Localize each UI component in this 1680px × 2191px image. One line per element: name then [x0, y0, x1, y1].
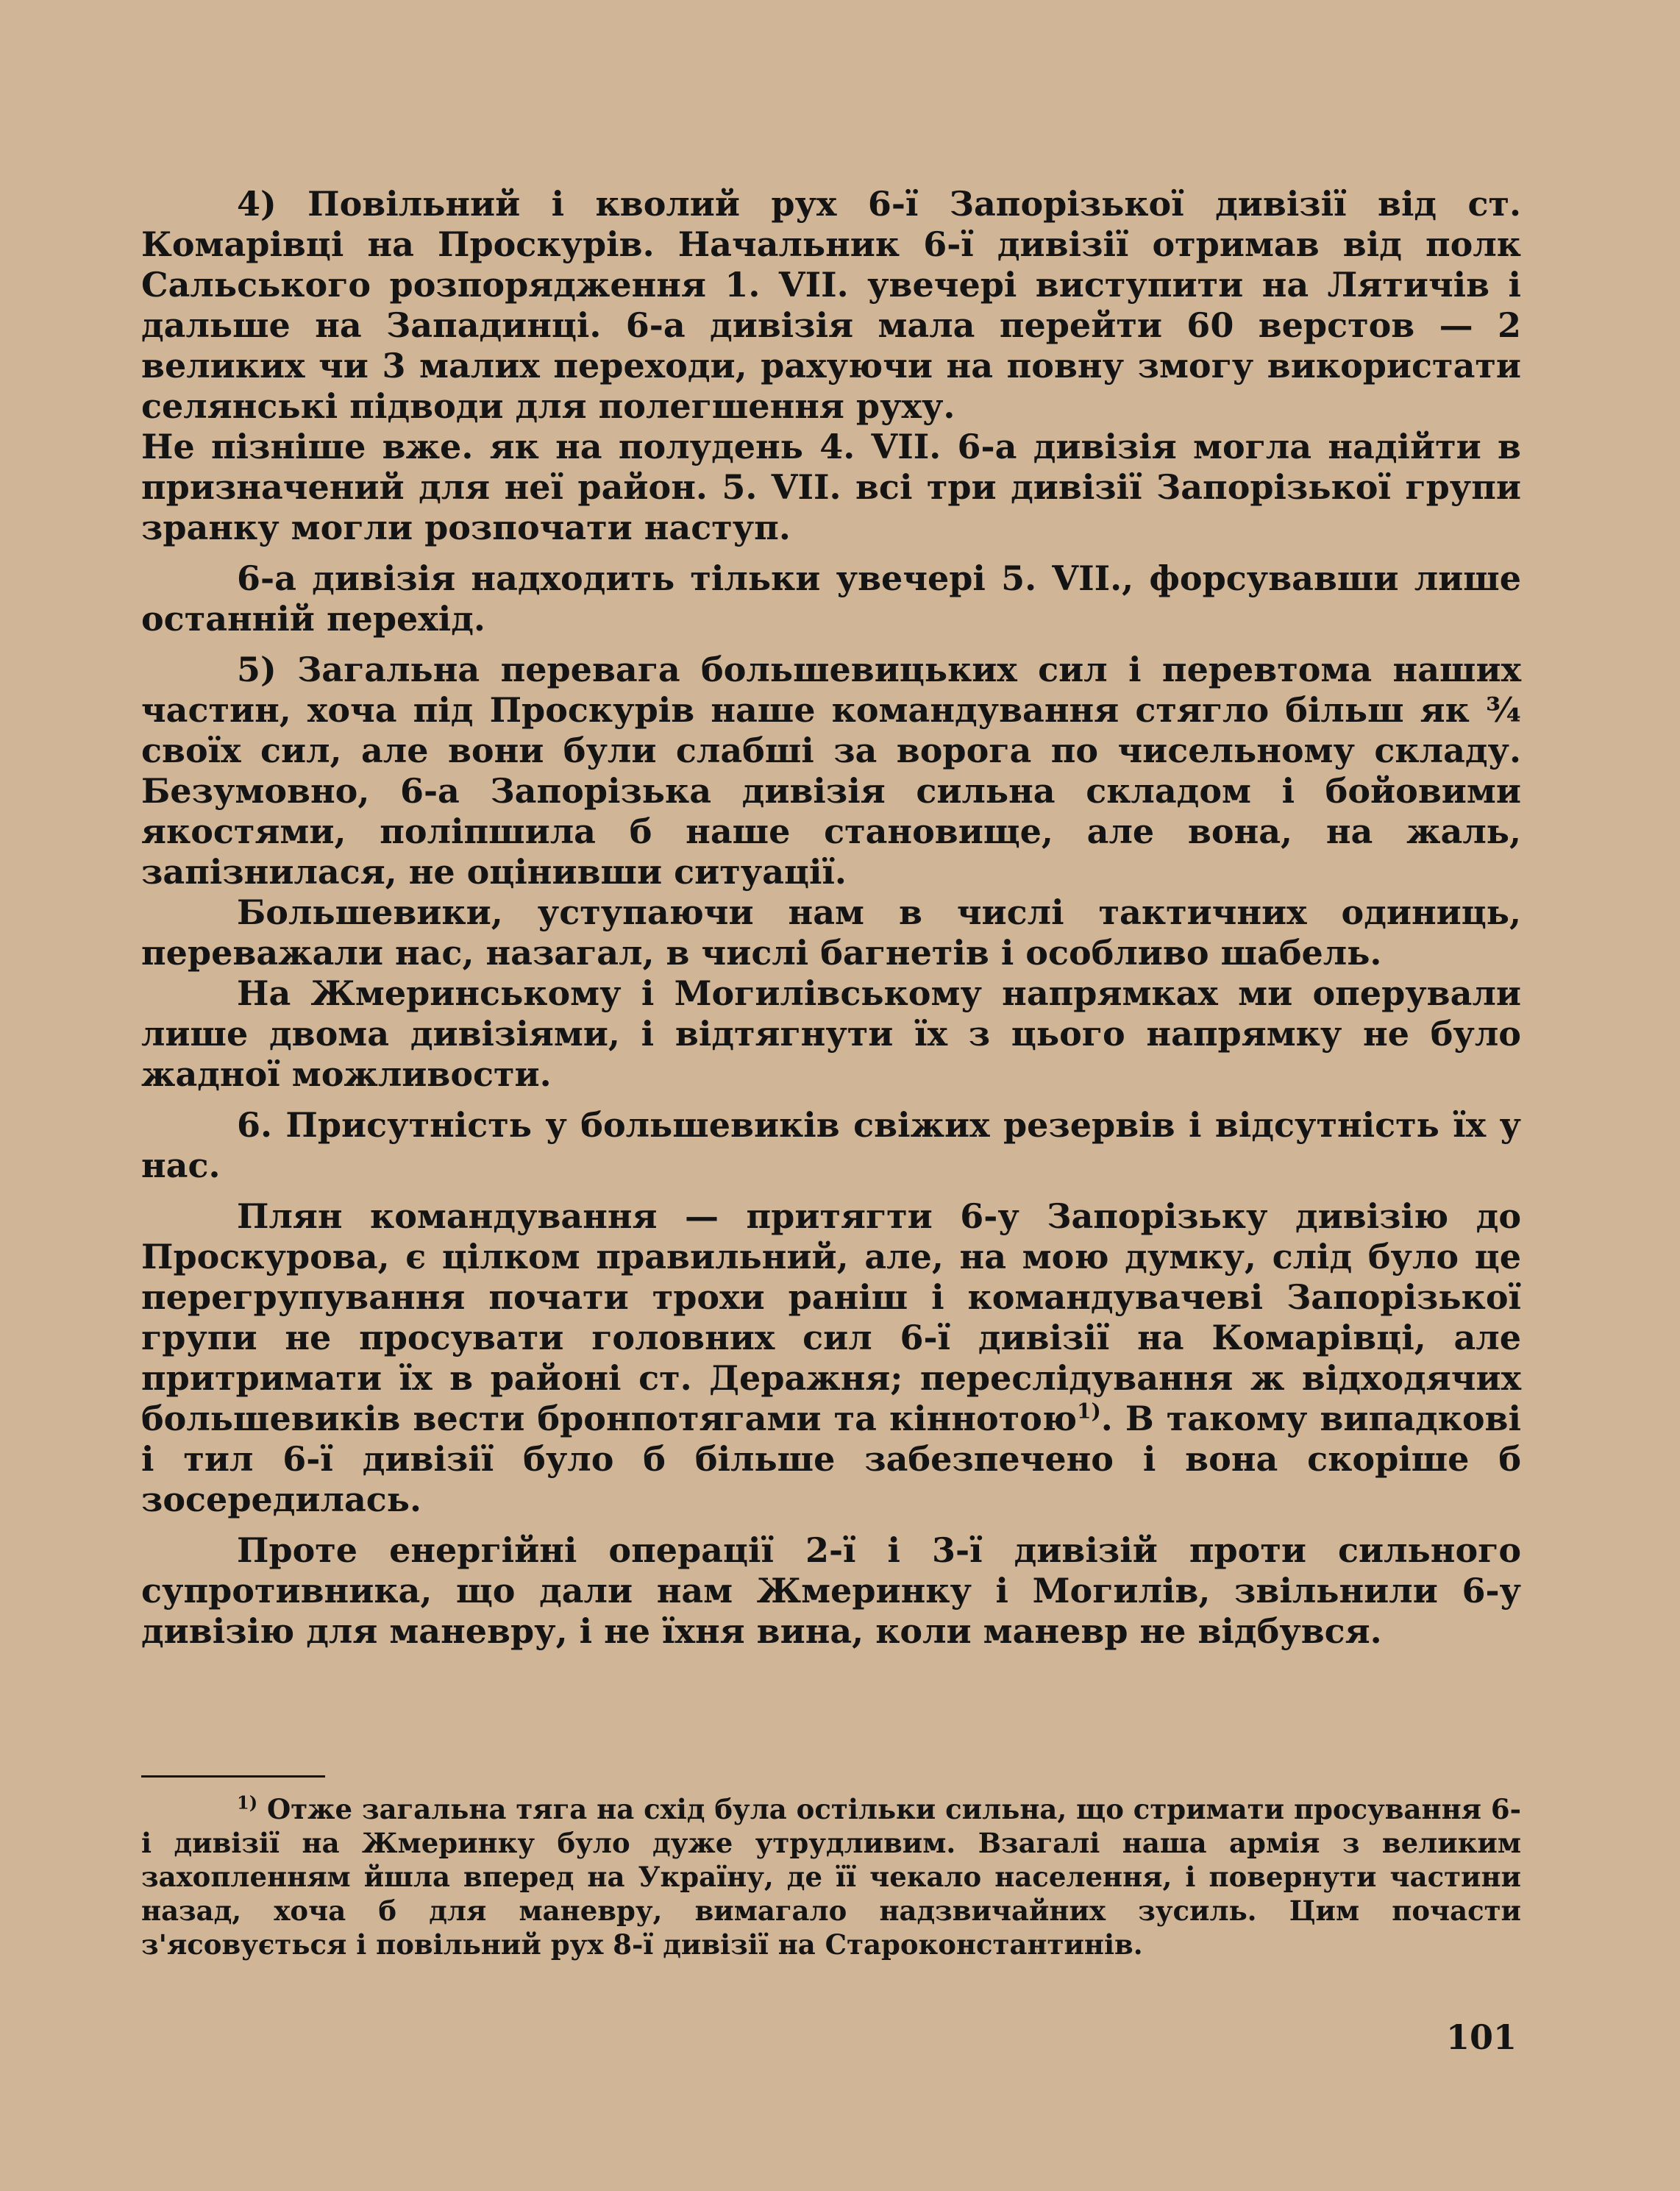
- page: [141, 184, 1521, 1961]
- paragraph-5: Большевики, уступаючи нам в числі тактичних одиниць, переважали нас, назагал, в числі багнетів і особливо шабель.: [141, 892, 1521, 973]
- paragraph-9: Проте енергійні операції 2-ї і 3-ї дивізій проти сильного супротивника, що дали нам Жмеринку і Могилів, звільнили 6-у дивізію для маневру, і не їхня вина, коли маневр не відбувся.: [141, 1530, 1521, 1651]
- paragraph-8-text: Плян командування — притягти 6-у Запорізьку дивізію до Проскурова, є цілком правильний, але, на мою думку, слід було це перегрупування почати трохи раніш і командувачеві Запорізької групи не просувати головних сил 6-ї дивізії на Комарівці, але притримати їх в районі ст. Деражня; переслідування ж відходячих большевиків вести бронпотягами та кінното: [141, 1196, 1521, 1438]
- footnote-reference: 1): [1077, 1399, 1101, 1424]
- footnote-marker: 1): [237, 1791, 258, 1814]
- paragraph-3: 6-а дивізія надходить тільки увечері 5. VII., форсувавши лише останній перехід.: [141, 558, 1521, 639]
- footnote-divider: [141, 1775, 325, 1778]
- paragraph-8-tail-start: ю: [1042, 1399, 1078, 1438]
- paragraph-6: На Жмеринському і Могилівському напрямках ми оперували лише двома дивізіями, і відтягнути їх з цього напрямку не було жадної можливости.: [141, 973, 1521, 1094]
- main-text: [141, 184, 1521, 1652]
- paragraph-1: 4) Повільний і кволий рух 6-ї Запорізької дивізії від ст. Комарівці на Проскурів. Начальник 6-ї дивізії отримав від полк Сальського розпорядження 1. VII. увечері виступити на Лятичів і дальше на Западинці. 6-а дивізія мала перейти 60 верстов — 2 великих чи 3 малих переходи, рахуючи на повну змогу використати селянські підводи для полегшення руху.: [141, 184, 1521, 426]
- footnote-text: Отже загальна тяга на схід була остільки сильна, що стримати просування 6-і дивізії на Жмеринку було дуже утрудливим. Взагалі наша армія з великим захопленням йшла вперед на Україну, де її чекало населення, і повернути частини назад, хоча б для маневру, вимагало надзвичайних зусиль. Цим почасти з'ясовується і повільний рух 8-ї дивізії на Староконстантинів.: [141, 1793, 1521, 1961]
- paragraph-7: 6. Присутність у большевиків свіжих резервів і відсутність їх у нас.: [141, 1105, 1521, 1185]
- paragraph-8-tail-end: . В такому випадкові і тил 6-ї дивізії було б більше забезпечено і вона скоріше б зосередилась.: [141, 1399, 1521, 1519]
- paragraph-8: [141, 1196, 1521, 1520]
- page-number: 101: [1446, 2017, 1517, 2057]
- paragraph-4: 5) Загальна перевага большевицьких сил і перевтома наших частин, хоча під Проскурів наше командування стягло більш як ¾ своїх сил, але вони були слабші за ворога по чисельному складу. Безумовно, 6-а Запорізька дивізія сильна складом і бойовими якостями, поліпшила б наше становище, але вона, на жаль, запізнилася, не оцінивши ситуації.: [141, 650, 1521, 892]
- paragraph-2: Не пізніше вже. як на полудень 4. VII. 6-а дивізія могла надійти в призначений для неї район. 5. VII. всі три дивізії Запорізької групи зранку могли розпочати наступ.: [141, 427, 1521, 547]
- footnote: [141, 1792, 1521, 1961]
